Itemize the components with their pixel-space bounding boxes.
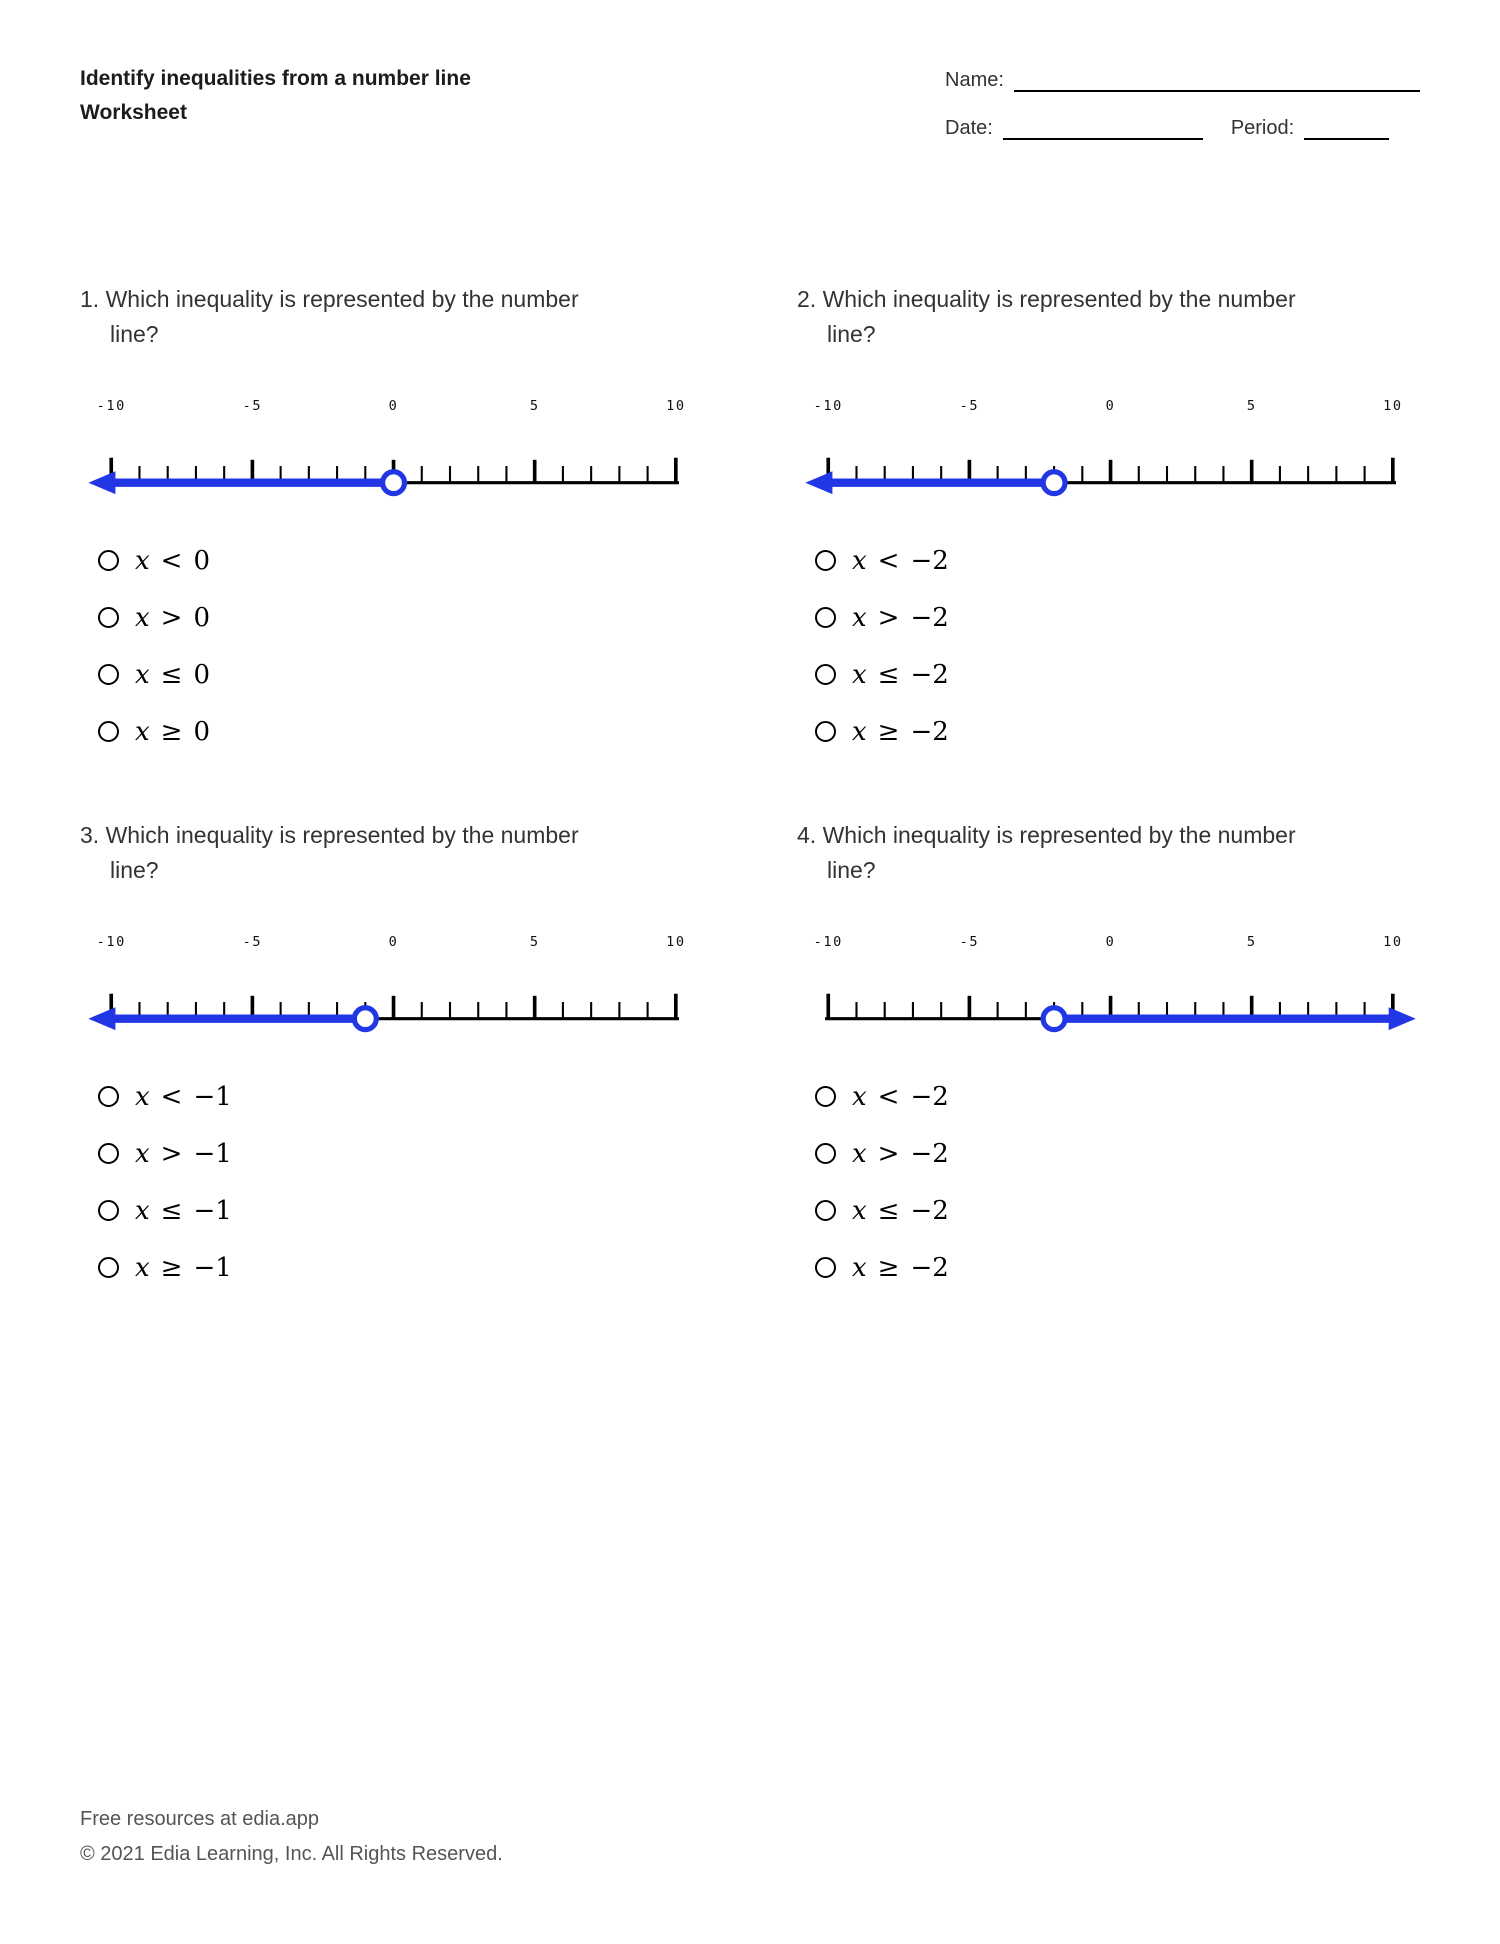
number-line-graph xyxy=(80,931,705,1046)
radio-button[interactable] xyxy=(815,550,836,571)
footer-resources-text: Free resources at edia.app xyxy=(80,1808,320,1830)
radio-button[interactable] xyxy=(815,607,836,628)
questions-grid xyxy=(80,282,1420,1296)
question-text-line2: line? xyxy=(827,856,876,883)
radio-button[interactable] xyxy=(98,1257,119,1278)
number-line-graph xyxy=(80,395,705,510)
svg-text:5: 5 xyxy=(529,397,540,414)
svg-text:10: 10 xyxy=(666,397,686,414)
option-label: x > −2 xyxy=(852,1138,949,1169)
answer-option[interactable] xyxy=(98,589,705,646)
answer-option[interactable] xyxy=(98,703,705,760)
answer-option[interactable] xyxy=(98,646,705,703)
option-label: x ≤ −2 xyxy=(852,659,949,690)
radio-button[interactable] xyxy=(98,664,119,685)
svg-text:-10: -10 xyxy=(813,933,843,950)
footer xyxy=(80,1802,503,1872)
answer-option[interactable] xyxy=(98,532,705,589)
option-label: x ≤ −2 xyxy=(852,1195,949,1226)
radio-button[interactable] xyxy=(98,1200,119,1221)
name-label: Name: xyxy=(945,69,1004,91)
name-blank-line xyxy=(1014,68,1420,92)
date-label: Date: xyxy=(945,117,993,139)
footer-copyright-text: © 2021 Edia Learning, Inc. All Rights Reserved. xyxy=(80,1843,503,1865)
answer-option[interactable] xyxy=(815,589,1422,646)
title-line-1: Identify inequalities from a number line xyxy=(80,67,471,90)
svg-text:-5: -5 xyxy=(242,397,263,414)
radio-button[interactable] xyxy=(815,1143,836,1164)
svg-text:-5: -5 xyxy=(242,933,263,950)
option-label: x < −1 xyxy=(135,1081,232,1112)
question-text-line2: line? xyxy=(827,320,876,347)
option-label: x ≥ 0 xyxy=(135,716,211,747)
question-text: Which inequality is represented by the number xyxy=(822,822,1296,848)
answer-option[interactable] xyxy=(98,1239,705,1296)
question-number: 4. xyxy=(797,822,817,848)
page-title xyxy=(80,62,471,129)
option-label: x ≥ −2 xyxy=(852,716,949,747)
answer-options xyxy=(80,532,705,760)
option-label: x < −2 xyxy=(852,545,949,576)
answer-options xyxy=(797,1068,1422,1296)
svg-text:10: 10 xyxy=(1383,397,1403,414)
student-fields xyxy=(945,62,1420,164)
question-number: 3. xyxy=(80,822,100,848)
option-label: x ≥ −2 xyxy=(852,1252,949,1283)
radio-button[interactable] xyxy=(815,721,836,742)
radio-button[interactable] xyxy=(815,1200,836,1221)
option-label: x > 0 xyxy=(135,602,211,633)
radio-button[interactable] xyxy=(98,721,119,742)
svg-text:10: 10 xyxy=(1383,933,1403,950)
answer-option[interactable] xyxy=(815,1125,1422,1182)
svg-text:-10: -10 xyxy=(96,397,126,414)
option-label: x < 0 xyxy=(135,545,211,576)
svg-text:0: 0 xyxy=(388,397,399,414)
option-label: x < −2 xyxy=(852,1081,949,1112)
svg-text:5: 5 xyxy=(1246,397,1257,414)
question-2 xyxy=(797,282,1422,760)
answer-option[interactable] xyxy=(815,532,1422,589)
answer-option[interactable] xyxy=(815,1239,1422,1296)
question-text-line2: line? xyxy=(110,320,159,347)
svg-text:-5: -5 xyxy=(959,397,980,414)
answer-option[interactable] xyxy=(98,1182,705,1239)
answer-option[interactable] xyxy=(98,1125,705,1182)
answer-option[interactable] xyxy=(815,703,1422,760)
question-3-prompt xyxy=(80,818,705,887)
radio-button[interactable] xyxy=(98,550,119,571)
svg-text:-10: -10 xyxy=(96,933,126,950)
question-text: Which inequality is represented by the number xyxy=(105,822,579,848)
date-period-row xyxy=(945,116,1420,140)
radio-button[interactable] xyxy=(98,607,119,628)
question-number: 1. xyxy=(80,286,100,312)
radio-button[interactable] xyxy=(815,1257,836,1278)
svg-text:0: 0 xyxy=(1105,933,1116,950)
svg-text:5: 5 xyxy=(1246,933,1257,950)
svg-text:-10: -10 xyxy=(813,397,843,414)
answer-option[interactable] xyxy=(815,646,1422,703)
name-field-row xyxy=(945,68,1420,92)
option-label: x > −1 xyxy=(135,1138,232,1169)
question-4-prompt xyxy=(797,818,1422,887)
period-label: Period: xyxy=(1230,117,1295,139)
radio-button[interactable] xyxy=(98,1143,119,1164)
radio-button[interactable] xyxy=(815,1086,836,1107)
svg-text:0: 0 xyxy=(1105,397,1116,414)
answer-options xyxy=(80,1068,705,1296)
question-4 xyxy=(797,818,1422,1296)
question-1 xyxy=(80,282,705,760)
number-line-graph xyxy=(797,931,1422,1046)
question-text: Which inequality is represented by the number xyxy=(822,286,1296,312)
question-number: 2. xyxy=(797,286,817,312)
svg-text:-5: -5 xyxy=(959,933,980,950)
period-blank-line xyxy=(1304,116,1389,140)
question-text: Which inequality is represented by the number xyxy=(105,286,579,312)
answer-options xyxy=(797,532,1422,760)
date-blank-line xyxy=(1003,116,1203,140)
answer-option[interactable] xyxy=(815,1068,1422,1125)
option-label: x ≥ −1 xyxy=(135,1252,232,1283)
question-1-prompt xyxy=(80,282,705,351)
number-line-graph xyxy=(797,395,1422,510)
header xyxy=(80,62,1420,164)
svg-text:10: 10 xyxy=(666,933,686,950)
question-text-line2: line? xyxy=(110,856,159,883)
option-label: x ≤ −1 xyxy=(135,1195,232,1226)
title-line-2: Worksheet xyxy=(80,100,187,124)
svg-text:5: 5 xyxy=(529,933,540,950)
question-3 xyxy=(80,818,705,1296)
option-label: x ≤ 0 xyxy=(135,659,211,690)
question-2-prompt xyxy=(797,282,1422,351)
answer-option[interactable] xyxy=(98,1068,705,1125)
option-label: x > −2 xyxy=(852,602,949,633)
radio-button[interactable] xyxy=(815,664,836,685)
radio-button[interactable] xyxy=(98,1086,119,1107)
answer-option[interactable] xyxy=(815,1182,1422,1239)
svg-text:0: 0 xyxy=(388,933,399,950)
